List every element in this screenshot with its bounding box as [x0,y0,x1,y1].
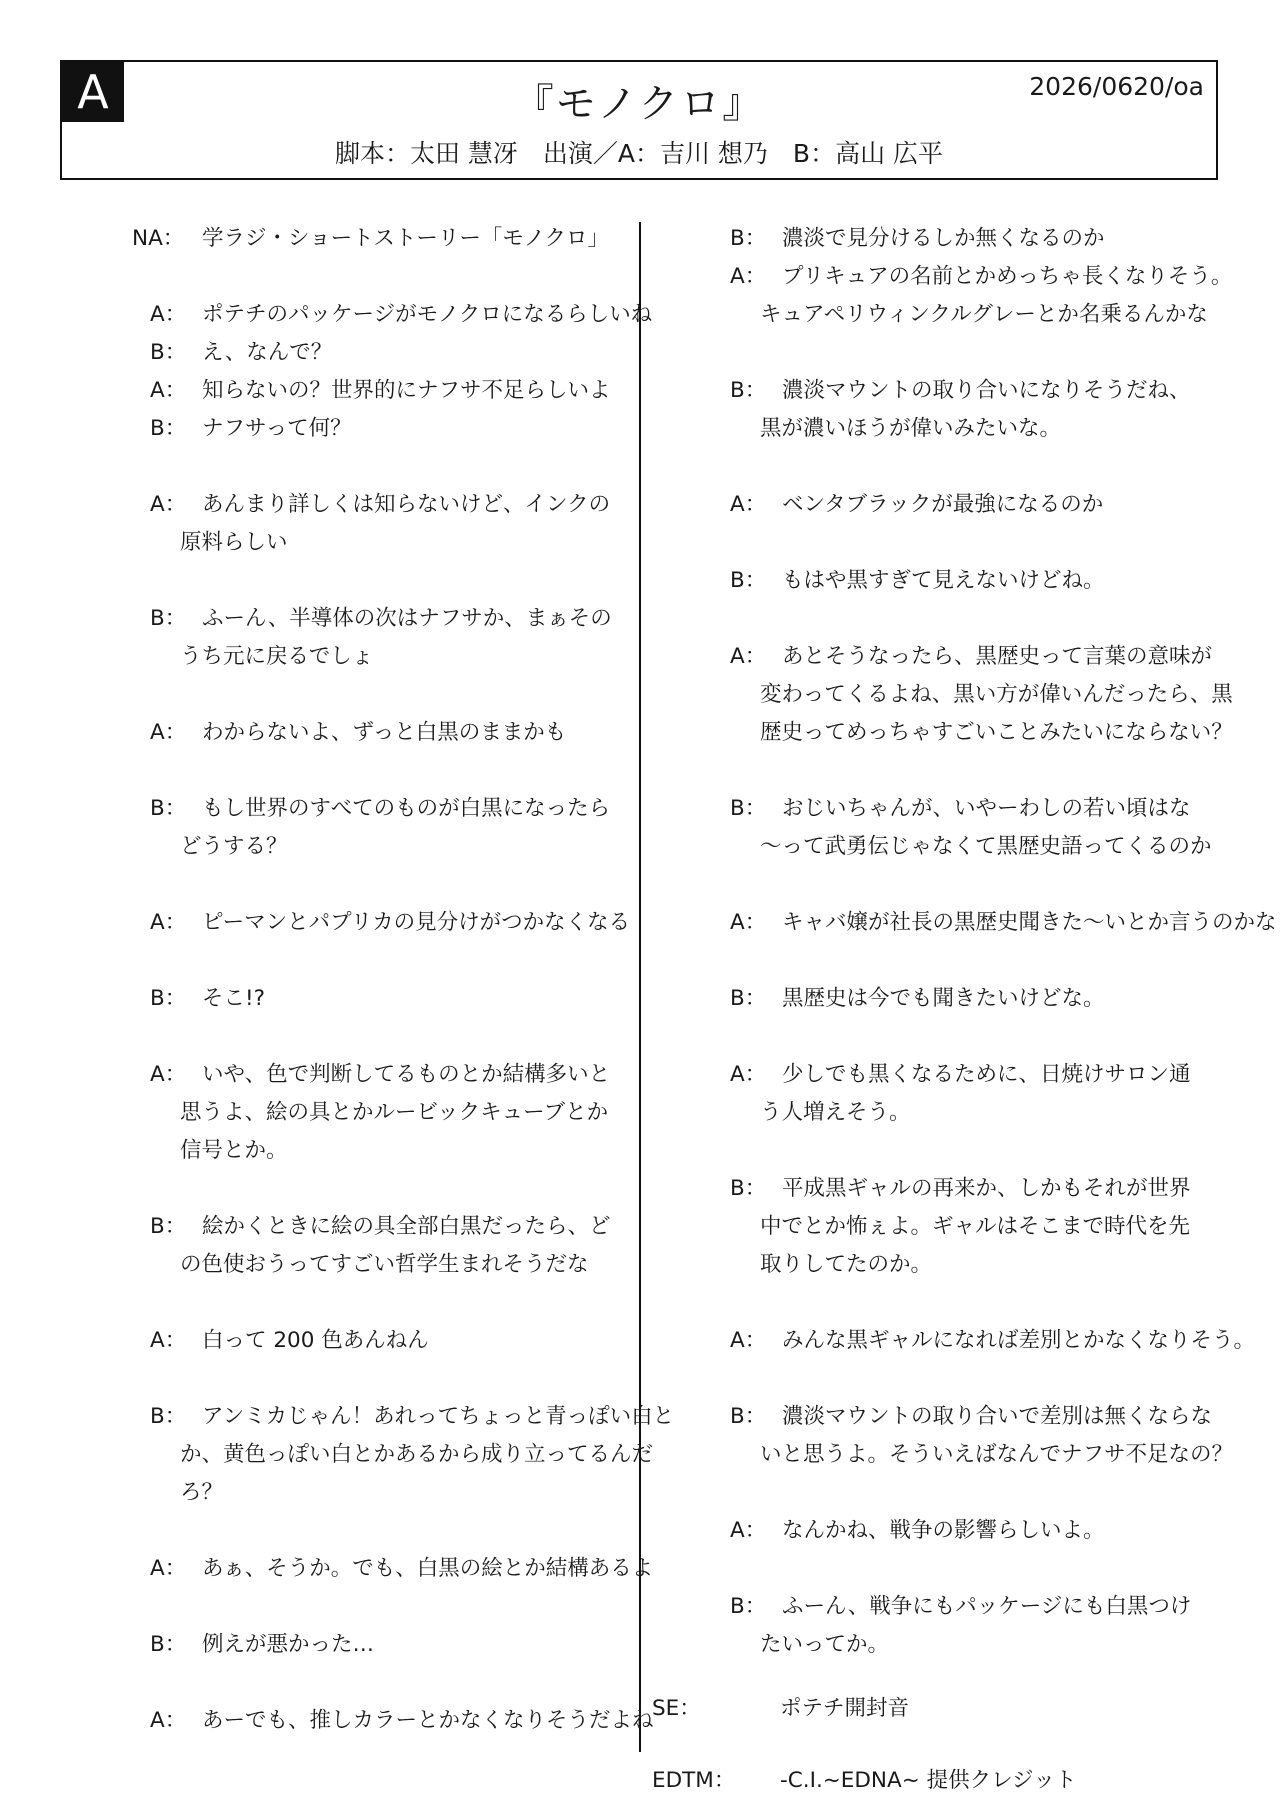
speaker-label: B： [150,1632,187,1657]
dialogue-line: どうする？ [180,834,288,859]
edtm-label: EDTM： [652,1768,736,1793]
dialogue-line: ベンタブラックが最強になるのか [782,492,1104,517]
dialogue-line: 濃淡マウントの取り合いになりそうだね、 [782,378,1191,403]
dialogue-line: 濃淡で見分けるしか無くなるのか [782,226,1105,251]
speaker-label: B： [150,340,187,365]
dialogue-line: ポテチのパッケージがモノクロになるらしいね [202,302,653,327]
dialogue-line: 信号とか。 [180,1138,288,1163]
dialogue-line: 例えが悪かった… [202,1632,375,1657]
speaker-label: A： [730,264,767,289]
dialogue-line: アンミカじゃん！あれってちょっと青っぽい白と [202,1404,675,1429]
dialogue-line: キャバ嬢が社長の黒歴史聞きた〜いとか言うのかな [782,910,1277,935]
speaker-label: B： [730,1404,767,1429]
dialogue-line: プリキュアの名前とかめっちゃ長くなりそう。 [782,264,1233,289]
dialogue-line: 少しでも黒くなるために、日焼けサロン通 [782,1062,1191,1087]
air-date: 2026/0620/oa [1029,72,1204,101]
dialogue-line: 知らないの？世界的にナフサ不足らしいよ [202,378,611,403]
speaker-label: A： [150,1328,187,1353]
speaker-label: B： [730,1176,767,1201]
speaker-label: A： [730,1062,767,1087]
dialogue-line: 黒歴史は今でも聞きたいけどな。 [782,986,1105,1011]
dialogue-line: うち元に戻るでしょ [180,644,374,669]
dialogue-line: みんな黒ギャルになれば差別とかなくなりそう。 [782,1328,1256,1353]
dialogue-line: そこ!? [202,986,266,1011]
dialogue-line: 濃淡マウントの取り合いで差別は無くならな [782,1404,1213,1429]
dialogue-line: の色使おうってすごい哲学生まれそうだな [180,1252,589,1277]
dialogue-line: 〜って武勇伝じゃなくて黒歴史語ってくるのか [760,834,1212,859]
side-badge: A [62,62,124,122]
se-text: ポテチ開封音 [780,1696,910,1721]
speaker-label: B： [150,986,187,1011]
dialogue-line: あんまり詳しくは知らないけど、インクの [202,492,611,517]
dialogue-line: 歴史ってめっちゃすごいことみたいにならない？ [760,720,1233,745]
dialogue-line: もはや黒すぎて見えないけどね。 [782,568,1105,593]
dialogue-line: わからないよ、ずっと白黒のままかも [202,720,567,745]
dialogue-line: 原料らしい [180,530,288,555]
dialogue-line: あぁ、そうか。でも、白黒の絵とか結構あるよ [202,1556,654,1581]
speaker-label: B： [730,1594,767,1619]
dialogue-line: か、黄色っぽい白とかあるから成り立ってるんだ [180,1442,654,1467]
dialogue-line: 取りしてたのか。 [760,1252,933,1277]
dialogue-line: え、なんで？ [202,340,333,365]
dialogue-line: いと思うよ。そういえばなんでナフサ不足なの？ [760,1442,1234,1467]
dialogue-line: ろ？ [180,1480,224,1505]
dialogue-line: 黒が濃いほうが偉いみたいな。 [760,416,1062,441]
speaker-label: A： [150,910,187,935]
dialogue-line: キュアペリウィンクルグレーとか名乗るんかな [760,302,1208,327]
dialogue-line: もし世界のすべてのものが白黒になったら [202,796,611,821]
dialogue-line: う人増えそう。 [760,1100,911,1125]
speaker-label: B： [150,416,187,441]
page-title: 『モノクロ』 [513,81,765,127]
speaker-label: B： [730,568,767,593]
speaker-label: B： [730,986,767,1011]
script-header [60,60,1218,180]
se-label: SE： [652,1696,701,1721]
speaker-label: A： [150,1556,187,1581]
speaker-label: A： [730,644,767,669]
speaker-label: B： [150,1404,187,1429]
dialogue-line: 中でとか怖ぇよ。ギャルはそこまで時代を先 [760,1214,1191,1239]
edtm-text: -C.I.~EDNA~ 提供クレジット [780,1768,1077,1793]
speaker-label: B： [150,606,187,631]
dialogue-line: いや、色で判断してるものとか結構多いと [202,1062,611,1087]
speaker-label: A： [150,378,187,403]
column-divider [639,222,641,1752]
dialogue-line: ふーん、戦争にもパッケージにも白黒つけ [782,1594,1192,1619]
dialogue-line: 学ラジ・ショートストーリー「モノクロ」 [202,226,609,251]
speaker-label: B： [150,1214,187,1239]
dialogue-line: ふーん、半導体の次はナフサか、まぁその [202,606,612,631]
dialogue-line: あとそうなったら、黒歴史って言葉の意味が [782,644,1213,669]
dialogue-line: ピーマンとパプリカの見分けがつかなくなる [202,910,631,935]
speaker-label: B： [150,796,187,821]
speaker-label: A： [730,492,767,517]
dialogue-line: 変わってくるよね、黒い方が偉いんだったら、黒 [760,682,1233,707]
dialogue-line: 絵かくときに絵の具全部白黒だったら、ど [202,1214,611,1239]
speaker-label: B： [730,796,767,821]
dialogue-line: 白って 200 色あんねん [202,1328,429,1353]
credits-line: 脚本：太田 慧冴 出演／A：吉川 想乃 B：高山 広平 [334,139,944,168]
dialogue-line: 平成黒ギャルの再来か、しかもそれが世界 [782,1176,1191,1201]
dialogue-line: おじいちゃんが、いやーわしの若い頃はな [782,796,1191,821]
speaker-label: NA： [132,226,185,251]
dialogue-line: ナフサって何？ [202,416,352,441]
speaker-label: B： [730,226,767,251]
dialogue-line: たいってか。 [760,1632,890,1657]
speaker-label: A： [150,492,187,517]
dialogue-line: あーでも、推しカラーとかなくなりそうだよね [202,1708,654,1733]
speaker-label: B： [730,378,767,403]
speaker-label: A： [150,720,187,745]
speaker-label: A： [730,1328,767,1353]
dialogue-line: 思うよ、絵の具とかルービックキューブとか [180,1100,609,1125]
speaker-label: A： [730,1518,767,1543]
speaker-label: A： [730,910,767,935]
speaker-label: A： [150,1708,187,1733]
speaker-label: A： [150,302,187,327]
dialogue-line: なんかね、戦争の影響らしいよ。 [782,1518,1105,1543]
speaker-label: A： [150,1062,187,1087]
